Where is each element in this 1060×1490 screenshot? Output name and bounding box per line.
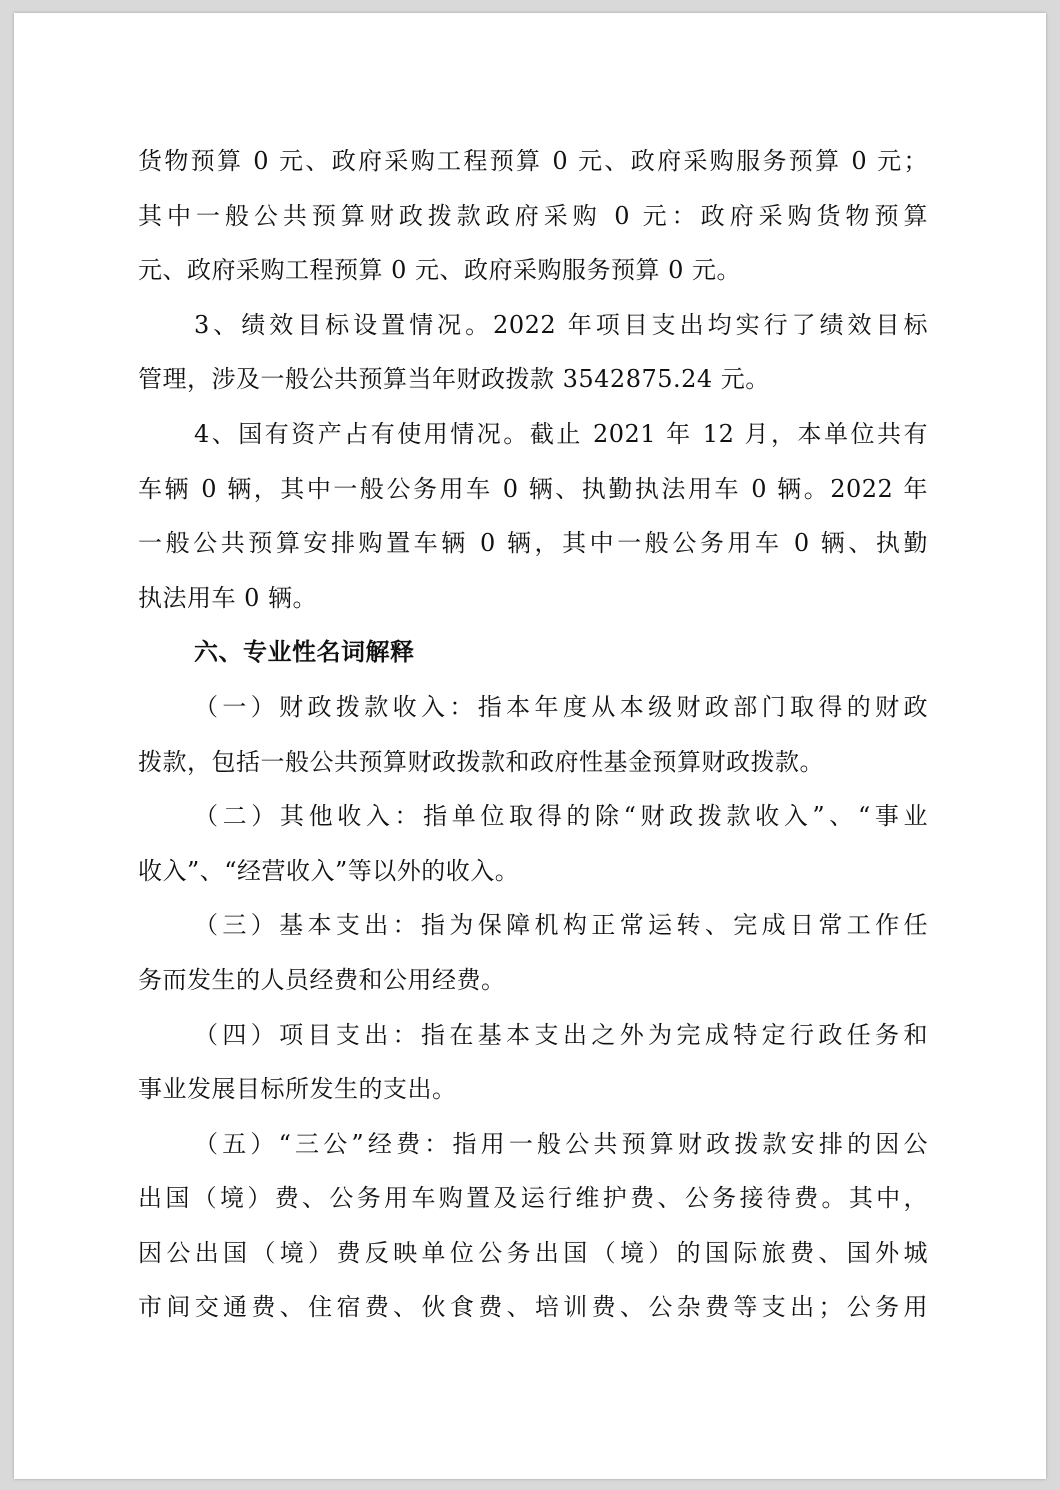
text-line: 市间交通费、住宿费、伙食费、培训费、公杂费等支出；公务用	[138, 1293, 928, 1322]
text-line: 拨款，包括一般公共预算财政拨款和政府性基金预算财政拨款。	[138, 747, 824, 776]
text-line: 其中一般公共预算财政拨款政府采购 0 元：政府采购货物预算	[138, 201, 928, 230]
text-line: 元、政府采购工程预算 0 元、政府采购服务预算 0 元。	[138, 256, 742, 285]
text-line: 货物预算 0 元、政府采购工程预算 0 元、政府采购服务预算 0 元；	[138, 147, 928, 175]
text-line: 一般公共预算安排购置车辆 0 辆，其中一般公务用车 0 辆、执勤	[138, 529, 928, 558]
text-line: 务而发生的人员经费和公用经费。	[138, 965, 506, 994]
text-line: 出国（境）费、公务用车购置及运行维护费、公务接待费。其中，	[138, 1184, 928, 1213]
text-line: （三）基本支出：指为保障机构正常运转、完成日常工作任	[194, 911, 928, 940]
text-line: 因公出国（境）费反映单位公务出国（境）的国际旅费、国外城	[138, 1238, 928, 1267]
text-line: 3、绩效目标设置情况。2022 年项目支出均实行了绩效目标	[194, 310, 928, 339]
text-line: 管理，涉及一般公共预算当年财政拨款 3542875.24 元。	[138, 365, 770, 394]
text-line: （一）财政拨款收入：指本年度从本级财政部门取得的财政	[194, 692, 928, 721]
text-line: 车辆 0 辆，其中一般公务用车 0 辆、执勤执法用车 0 辆。2022 年	[138, 474, 928, 503]
text-line: 执法用车 0 辆。	[138, 583, 318, 612]
document-page	[14, 13, 1046, 1479]
text-line: （二）其他收入：指单位取得的除“财政拨款收入”、“事业	[194, 802, 928, 831]
text-line: 4、国有资产占有使用情况。截止 2021 年 12 月，本单位共有	[194, 419, 928, 448]
text-line: 事业发展目标所发生的支出。	[138, 1075, 457, 1104]
text-line: （四）项目支出：指在基本支出之外为完成特定行政任务和	[194, 1020, 928, 1049]
text-line: 收入”、“经营收入”等以外的收入。	[138, 856, 520, 885]
section-heading: 六、专业性名词解释	[194, 638, 415, 667]
text-line: （五）“三公”经费：指用一般公共预算财政拨款安排的因公	[194, 1129, 928, 1158]
document-body	[138, 143, 928, 1344]
